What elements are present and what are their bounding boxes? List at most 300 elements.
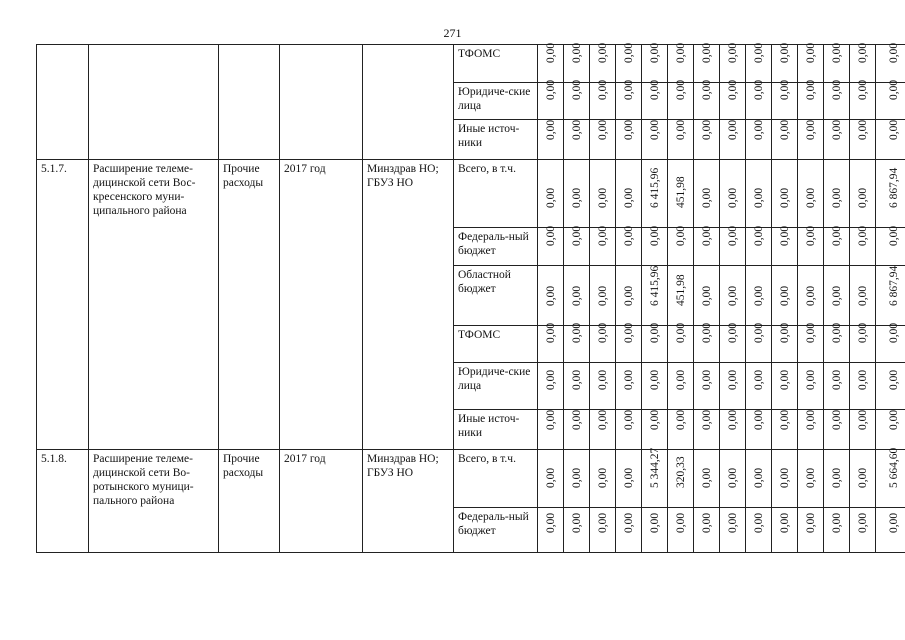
value-cell [694, 410, 720, 450]
value-text: 0,00 [752, 42, 765, 63]
value-text: 0,00 [888, 42, 900, 63]
value-cell [616, 160, 642, 228]
value-text: 0,00 [596, 225, 609, 246]
value-text: 0,00 [778, 42, 791, 63]
value-cell [668, 508, 694, 553]
value-cell [720, 363, 746, 410]
value-text: 0,00 [804, 187, 817, 208]
value-text: 0,00 [570, 322, 583, 343]
value-cell [876, 447, 905, 508]
value-cell [616, 42, 642, 83]
value-text: 0,00 [674, 322, 687, 343]
value-text: 0,00 [888, 512, 900, 533]
item-name: Расширение телеме-дицинской сети Во-ротынского муници-пального района [89, 450, 219, 553]
value-text: 0,00 [596, 119, 609, 140]
value-cell [668, 363, 694, 410]
value-cell [824, 120, 850, 160]
value-cell [694, 363, 720, 410]
value-cell [590, 120, 616, 160]
value-cell [616, 225, 642, 266]
value-text: 0,00 [596, 512, 609, 533]
value-text: 6 867,94 [888, 167, 900, 208]
value-cell [564, 79, 590, 120]
funding-source: Иные источ-ники [454, 120, 538, 160]
value-text: 0,00 [888, 322, 900, 343]
value-text: 0,00 [778, 225, 791, 246]
value-cell [876, 266, 905, 326]
value-cell [876, 160, 905, 228]
value-cell [564, 225, 590, 266]
value-cell [798, 160, 824, 228]
value-text: 0,00 [700, 187, 713, 208]
item-year: 2017 год [280, 160, 363, 450]
value-text: 0,00 [804, 119, 817, 140]
funding-source: Юридиче-ские лица [454, 83, 538, 120]
value-text: 0,00 [544, 225, 557, 246]
value-text: 0,00 [622, 187, 635, 208]
value-cell [746, 410, 772, 450]
value-cell [850, 410, 876, 450]
value-text: 0,00 [570, 409, 583, 430]
value-cell [616, 450, 642, 508]
value-cell [668, 450, 694, 508]
value-cell [850, 79, 876, 120]
value-text: 0,00 [726, 42, 739, 63]
value-text: 0,00 [596, 285, 609, 306]
funding-source: Всего, в т.ч. [454, 160, 538, 228]
item-number: 5.1.7. [37, 160, 89, 450]
value-cell [694, 79, 720, 120]
value-text: 0,00 [830, 79, 843, 100]
value-cell [564, 450, 590, 508]
value-text: 0,00 [830, 369, 843, 390]
value-cell [694, 225, 720, 266]
value-text: 5 664,60 [888, 447, 900, 488]
value-cell [538, 225, 564, 266]
value-text: 0,00 [544, 79, 557, 100]
value-text: 0,00 [726, 322, 739, 343]
value-cell [564, 120, 590, 160]
value-text: 0,00 [622, 512, 635, 533]
value-text: 0,00 [752, 409, 765, 430]
value-text: 0,00 [674, 79, 687, 100]
value-text: 0,00 [648, 322, 661, 343]
value-cell [798, 120, 824, 160]
value-text: 0,00 [830, 285, 843, 306]
value-cell [668, 79, 694, 120]
value-cell [772, 508, 798, 553]
expense-type: Прочие расходы [219, 450, 280, 553]
value-text: 0,00 [778, 369, 791, 390]
value-text: 0,00 [596, 322, 609, 343]
value-cell [746, 266, 772, 326]
value-text: 0,00 [804, 42, 817, 63]
value-cell [590, 363, 616, 410]
value-cell [772, 266, 798, 326]
value-cell [694, 42, 720, 83]
value-text: 0,00 [544, 467, 557, 488]
value-cell [668, 120, 694, 160]
value-text: 0,00 [544, 42, 557, 63]
value-text: 0,00 [804, 512, 817, 533]
value-cell [746, 160, 772, 228]
value-cell [850, 225, 876, 266]
value-text: 0,00 [700, 369, 713, 390]
value-cell [616, 322, 642, 363]
value-text: 0,00 [674, 512, 687, 533]
value-text: 0,00 [856, 225, 869, 246]
value-cell [772, 160, 798, 228]
value-cell [590, 322, 616, 363]
value-text: 0,00 [856, 512, 869, 533]
value-cell [668, 160, 694, 228]
value-cell [772, 42, 798, 83]
empty-cell [37, 45, 89, 160]
value-cell [642, 225, 668, 266]
value-cell [876, 410, 905, 450]
value-text: 0,00 [570, 42, 583, 63]
value-text: 0,00 [622, 322, 635, 343]
value-cell [824, 508, 850, 553]
value-text: 0,00 [726, 369, 739, 390]
value-cell [798, 508, 824, 553]
value-cell [824, 160, 850, 228]
value-cell [720, 266, 746, 326]
value-cell [850, 42, 876, 83]
value-cell [772, 322, 798, 363]
value-text: 0,00 [622, 79, 635, 100]
value-text: 0,00 [544, 322, 557, 343]
value-text: 0,00 [700, 409, 713, 430]
value-text: 0,00 [700, 467, 713, 488]
value-text: 0,00 [856, 79, 869, 100]
value-cell [642, 42, 668, 83]
value-cell [642, 322, 668, 363]
value-text: 0,00 [726, 119, 739, 140]
value-text: 0,00 [700, 79, 713, 100]
value-cell [798, 42, 824, 83]
value-text: 0,00 [856, 187, 869, 208]
expense-type: Прочие расходы [219, 160, 280, 450]
item-executor: Минздрав НО; ГБУЗ НО [363, 450, 454, 553]
value-cell [824, 266, 850, 326]
value-text: 0,00 [622, 467, 635, 488]
value-cell [538, 79, 564, 120]
item-number: 5.1.8. [37, 450, 89, 553]
value-text: 0,00 [830, 467, 843, 488]
value-text: 0,00 [830, 225, 843, 246]
value-cell [538, 266, 564, 326]
value-text: 0,00 [544, 187, 557, 208]
value-cell [824, 410, 850, 450]
value-text: 0,00 [700, 119, 713, 140]
value-text: 0,00 [778, 187, 791, 208]
value-text: 6 415,96 [648, 265, 661, 306]
value-cell [538, 322, 564, 363]
value-text: 0,00 [804, 285, 817, 306]
value-text: 0,00 [700, 42, 713, 63]
value-text: 0,00 [856, 409, 869, 430]
value-cell [590, 410, 616, 450]
value-cell [616, 410, 642, 450]
value-text: 0,00 [888, 119, 900, 140]
value-cell [694, 120, 720, 160]
funding-source: Областной бюджет [454, 266, 538, 326]
value-cell [798, 410, 824, 450]
value-text: 0,00 [570, 512, 583, 533]
value-cell [746, 42, 772, 83]
value-cell [772, 450, 798, 508]
value-text: 0,00 [804, 322, 817, 343]
value-cell [720, 322, 746, 363]
value-text: 0,00 [570, 187, 583, 208]
value-cell [772, 363, 798, 410]
value-text: 0,00 [622, 42, 635, 63]
value-text: 0,00 [778, 322, 791, 343]
value-cell [564, 322, 590, 363]
value-cell [564, 508, 590, 553]
value-text: 0,00 [752, 322, 765, 343]
value-cell [850, 120, 876, 160]
value-cell [616, 266, 642, 326]
value-text: 0,00 [752, 119, 765, 140]
value-text: 0,00 [830, 42, 843, 63]
value-text: 0,00 [570, 369, 583, 390]
value-text: 0,00 [752, 79, 765, 100]
value-cell [746, 120, 772, 160]
value-cell [642, 160, 668, 228]
value-cell [564, 42, 590, 83]
value-cell [772, 410, 798, 450]
value-text: 0,00 [622, 119, 635, 140]
funding-source: Иные источ-ники [454, 410, 538, 450]
value-cell [876, 42, 905, 83]
value-cell [616, 508, 642, 553]
funding-source: Федераль-ный бюджет [454, 508, 538, 553]
value-text: 0,00 [648, 409, 661, 430]
value-cell [668, 410, 694, 450]
empty-cell [280, 45, 363, 160]
value-cell [538, 410, 564, 450]
funding-source: ТФОМС [454, 45, 538, 83]
value-text: 0,00 [726, 467, 739, 488]
value-cell [538, 160, 564, 228]
value-text: 0,00 [752, 225, 765, 246]
value-cell [772, 225, 798, 266]
value-cell [720, 42, 746, 83]
value-text: 0,00 [726, 285, 739, 306]
value-cell [538, 363, 564, 410]
value-text: 0,00 [778, 512, 791, 533]
value-text: 0,00 [726, 409, 739, 430]
value-cell [824, 79, 850, 120]
value-text: 0,00 [830, 322, 843, 343]
value-text: 320,33 [674, 456, 687, 488]
value-cell [564, 363, 590, 410]
value-text: 0,00 [648, 79, 661, 100]
value-cell [642, 79, 668, 120]
value-text: 0,00 [596, 409, 609, 430]
value-text: 0,00 [888, 369, 900, 390]
value-text: 0,00 [778, 119, 791, 140]
item-executor: Минздрав НО; ГБУЗ НО [363, 160, 454, 450]
value-cell [642, 363, 668, 410]
value-cell [668, 266, 694, 326]
empty-cell [363, 45, 454, 160]
value-text: 0,00 [674, 119, 687, 140]
value-cell [746, 508, 772, 553]
value-cell [616, 79, 642, 120]
value-text: 0,00 [622, 225, 635, 246]
value-cell [590, 160, 616, 228]
value-text: 0,00 [622, 285, 635, 306]
funding-source: Всего, в т.ч. [454, 450, 538, 508]
value-cell [746, 79, 772, 120]
value-cell [850, 508, 876, 553]
value-text: 451,98 [674, 176, 687, 208]
value-text: 0,00 [544, 409, 557, 430]
funding-source: Федераль-ный бюджет [454, 228, 538, 266]
value-cell [694, 160, 720, 228]
value-text: 0,00 [648, 42, 661, 63]
table-row [37, 450, 905, 508]
value-text: 0,00 [700, 512, 713, 533]
value-cell [590, 42, 616, 83]
value-text: 0,00 [648, 119, 661, 140]
value-text: 0,00 [544, 285, 557, 306]
value-cell [590, 225, 616, 266]
funding-source: ТФОМС [454, 326, 538, 363]
value-cell [564, 160, 590, 228]
value-cell [876, 322, 905, 363]
value-text: 0,00 [570, 119, 583, 140]
value-text: 0,00 [830, 409, 843, 430]
value-cell [616, 120, 642, 160]
value-text: 0,00 [596, 467, 609, 488]
value-cell [694, 508, 720, 553]
value-cell [876, 508, 905, 553]
value-cell [798, 363, 824, 410]
value-cell [564, 266, 590, 326]
budget-table [36, 44, 905, 553]
item-year: 2017 год [280, 450, 363, 553]
value-text: 0,00 [622, 369, 635, 390]
value-text: 0,00 [648, 512, 661, 533]
value-cell [538, 42, 564, 83]
value-text: 0,00 [752, 369, 765, 390]
value-cell [538, 508, 564, 553]
value-text: 0,00 [830, 119, 843, 140]
value-cell [746, 363, 772, 410]
value-cell [564, 410, 590, 450]
value-text: 0,00 [778, 467, 791, 488]
value-text: 0,00 [752, 187, 765, 208]
value-text: 0,00 [778, 285, 791, 306]
value-cell [876, 363, 905, 410]
value-cell [876, 225, 905, 266]
value-text: 0,00 [856, 322, 869, 343]
value-text: 0,00 [544, 512, 557, 533]
value-cell [720, 79, 746, 120]
value-text: 0,00 [804, 409, 817, 430]
value-cell [824, 450, 850, 508]
value-text: 0,00 [596, 79, 609, 100]
value-cell [824, 42, 850, 83]
value-text: 0,00 [700, 322, 713, 343]
value-cell [590, 266, 616, 326]
value-cell [720, 120, 746, 160]
value-text: 451,98 [674, 274, 687, 306]
value-text: 0,00 [674, 42, 687, 63]
value-text: 0,00 [726, 187, 739, 208]
value-cell [772, 79, 798, 120]
empty-cell [219, 45, 280, 160]
value-text: 0,00 [752, 512, 765, 533]
page-number: 271 [443, 26, 462, 40]
value-text: 0,00 [544, 369, 557, 390]
value-text: 0,00 [856, 42, 869, 63]
value-text: 0,00 [674, 409, 687, 430]
value-cell [616, 363, 642, 410]
value-cell [668, 42, 694, 83]
table-row [37, 160, 905, 228]
value-text: 0,00 [830, 187, 843, 208]
value-cell [720, 410, 746, 450]
value-text: 0,00 [544, 119, 557, 140]
value-text: 0,00 [622, 409, 635, 430]
value-cell [538, 450, 564, 508]
value-text: 0,00 [830, 512, 843, 533]
value-text: 0,00 [726, 225, 739, 246]
item-name: Расширение телеме-дицинской сети Вос-кресенского муни-ципального района [89, 160, 219, 450]
value-text: 0,00 [726, 512, 739, 533]
value-cell [720, 225, 746, 266]
value-cell [824, 322, 850, 363]
value-text: 0,00 [570, 467, 583, 488]
value-text: 0,00 [778, 79, 791, 100]
value-cell [720, 508, 746, 553]
value-cell [746, 322, 772, 363]
value-cell [642, 447, 668, 508]
value-cell [850, 363, 876, 410]
value-text: 0,00 [674, 225, 687, 246]
value-text: 0,00 [804, 369, 817, 390]
value-cell [642, 266, 668, 326]
value-text: 0,00 [596, 187, 609, 208]
value-cell [694, 450, 720, 508]
value-text: 0,00 [570, 285, 583, 306]
value-text: 0,00 [648, 369, 661, 390]
value-cell [642, 410, 668, 450]
value-cell [642, 120, 668, 160]
value-cell [720, 450, 746, 508]
value-cell [798, 79, 824, 120]
value-text: 0,00 [570, 79, 583, 100]
value-text: 6 867,94 [888, 265, 900, 306]
value-text: 6 415,96 [648, 167, 661, 208]
value-text: 0,00 [778, 409, 791, 430]
value-cell [850, 160, 876, 228]
value-text: 0,00 [804, 225, 817, 246]
value-cell [668, 322, 694, 363]
value-cell [590, 79, 616, 120]
value-text: 0,00 [570, 225, 583, 246]
value-text: 0,00 [888, 225, 900, 246]
value-text: 0,00 [888, 79, 900, 100]
value-text: 5 344,27 [648, 447, 661, 488]
value-cell [694, 322, 720, 363]
value-text: 0,00 [856, 369, 869, 390]
